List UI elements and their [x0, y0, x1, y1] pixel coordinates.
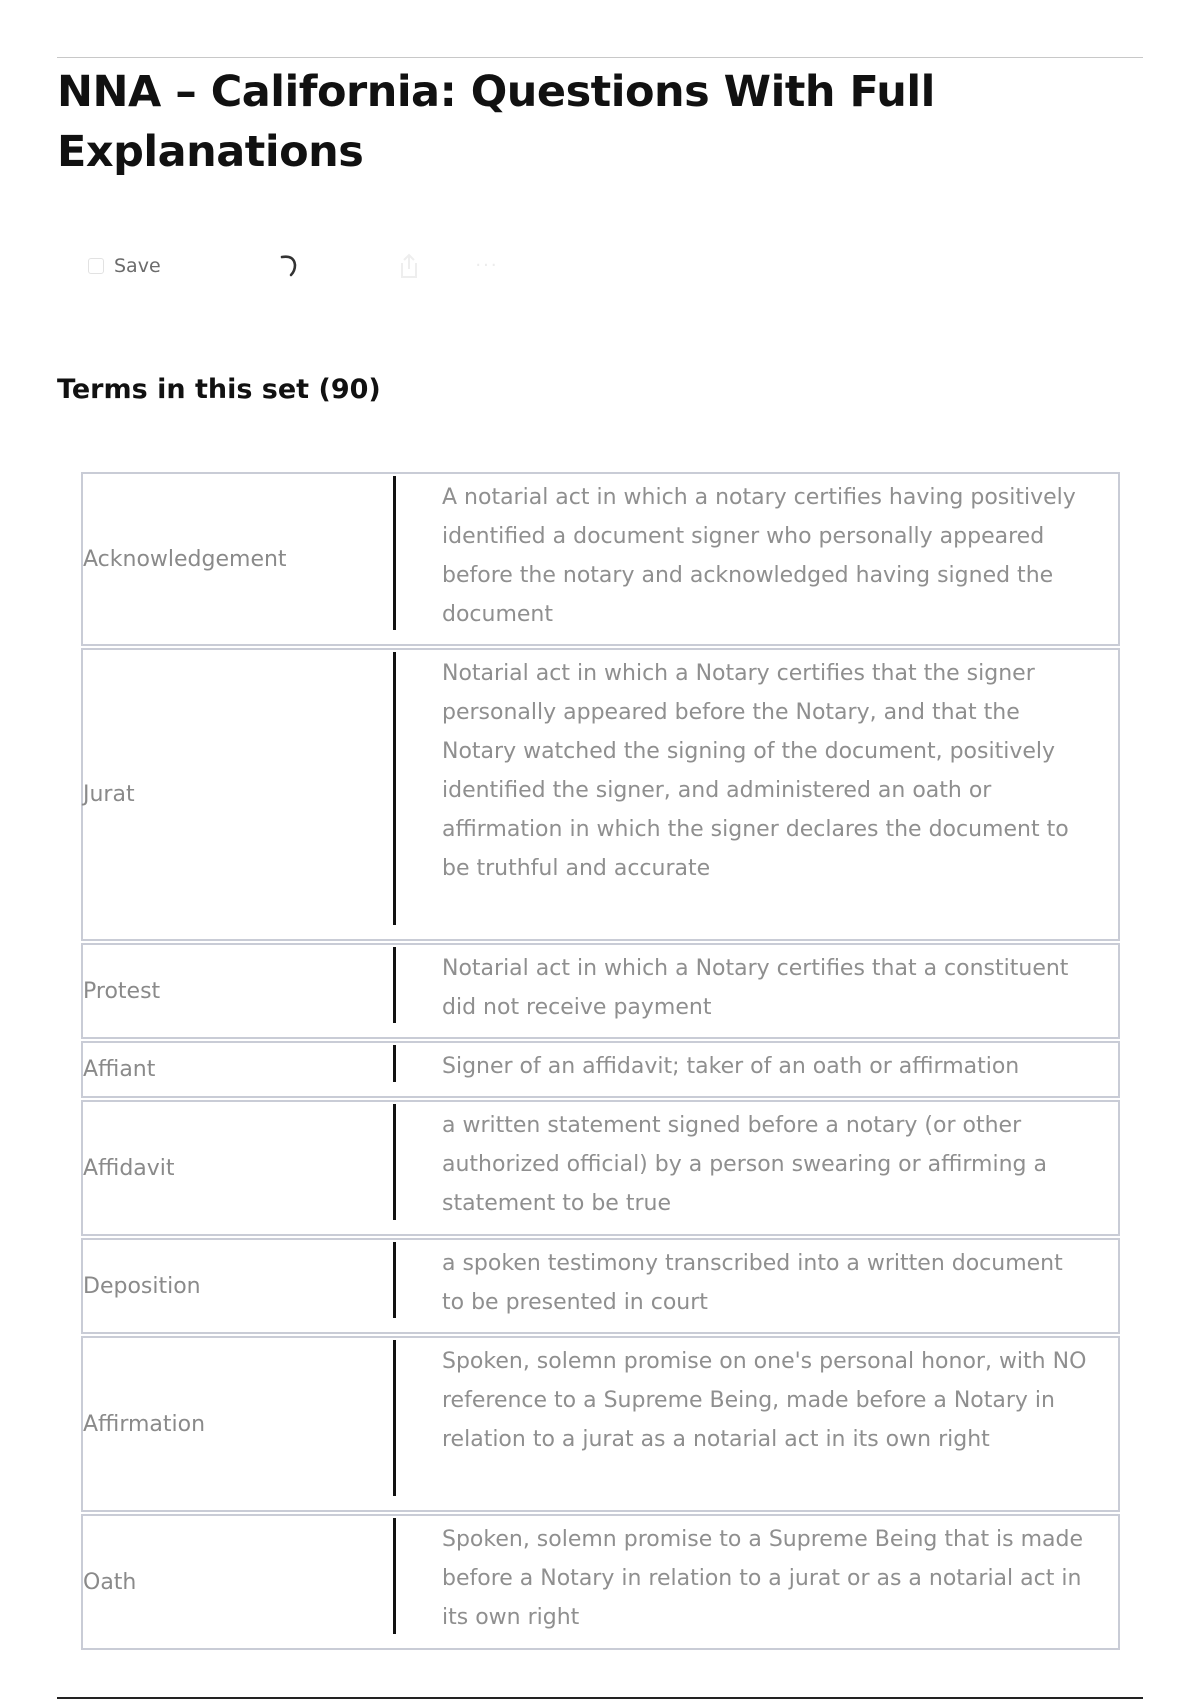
term-definition: Notarial act in which a Notary certifies that a constituent did not receive payment [442, 956, 1069, 1020]
save-checkbox-icon [88, 258, 104, 274]
terms-table [81, 472, 1120, 1652]
term-word: Protest [83, 978, 161, 1004]
terms-heading: Terms in this set (90) [57, 374, 381, 405]
term-definition: a written statement signed before a notary (or other authorized official) by a person swearing or affirming a statement to be true [442, 1113, 1047, 1216]
term-definition: a spoken testimony transcribed into a written document to be presented in court [442, 1251, 1063, 1315]
term-word: Affirmation [83, 1411, 206, 1437]
term-word: Affiant [83, 1057, 156, 1082]
page-title: NNA – California: Questions With Full Explanations [57, 67, 935, 177]
loading-spinner-icon [278, 252, 300, 278]
share-icon [396, 252, 422, 280]
term-word: Deposition [83, 1273, 201, 1299]
bottom-divider [57, 1697, 1143, 1699]
term-definition: Spoken, solemn promise on one's personal honor, with NO reference to a Supreme Being, made before a Notary in relation to a jurat as a notarial act in its own right [442, 1349, 1087, 1452]
more-options-button[interactable] [470, 254, 504, 276]
term-row[interactable] [81, 1041, 1120, 1098]
term-definition: A notarial act in which a notary certifies having positively identified a document signer who personally appeared before the notary and acknowledged having signed the document [442, 485, 1076, 627]
share-button[interactable] [396, 252, 422, 280]
save-label: Save [114, 255, 161, 277]
term-word: Affidavit [83, 1155, 175, 1181]
term-row[interactable] [81, 1336, 1120, 1512]
term-row[interactable] [81, 648, 1120, 941]
term-word: Jurat [83, 782, 135, 807]
term-word: Acknowledgement [83, 546, 287, 572]
term-row[interactable] [81, 472, 1120, 646]
term-definition: Signer of an affidavit; taker of an oath or affirmation [442, 1054, 1020, 1079]
toolbar [88, 248, 608, 284]
term-definition: Spoken, solemn promise to a Supreme Being that is made before a Notary in relation to a jurat or as a notarial act in its own right [442, 1527, 1084, 1630]
term-definition: Notarial act in which a Notary certifies that the signer personally appeared before the Notary, and that the Notary watched the signing of the document, positively identified the signer, and administered an oath or affirmation in which the signer declares the document to be truthful and accurate [442, 661, 1069, 881]
term-row[interactable] [81, 1514, 1120, 1650]
term-row[interactable] [81, 943, 1120, 1039]
top-divider [57, 57, 1143, 58]
save-button[interactable] [88, 248, 161, 284]
term-row[interactable] [81, 1238, 1120, 1334]
term-row[interactable] [81, 1100, 1120, 1236]
more-options-icon: ··· [475, 254, 499, 276]
term-word: Oath [83, 1569, 137, 1595]
